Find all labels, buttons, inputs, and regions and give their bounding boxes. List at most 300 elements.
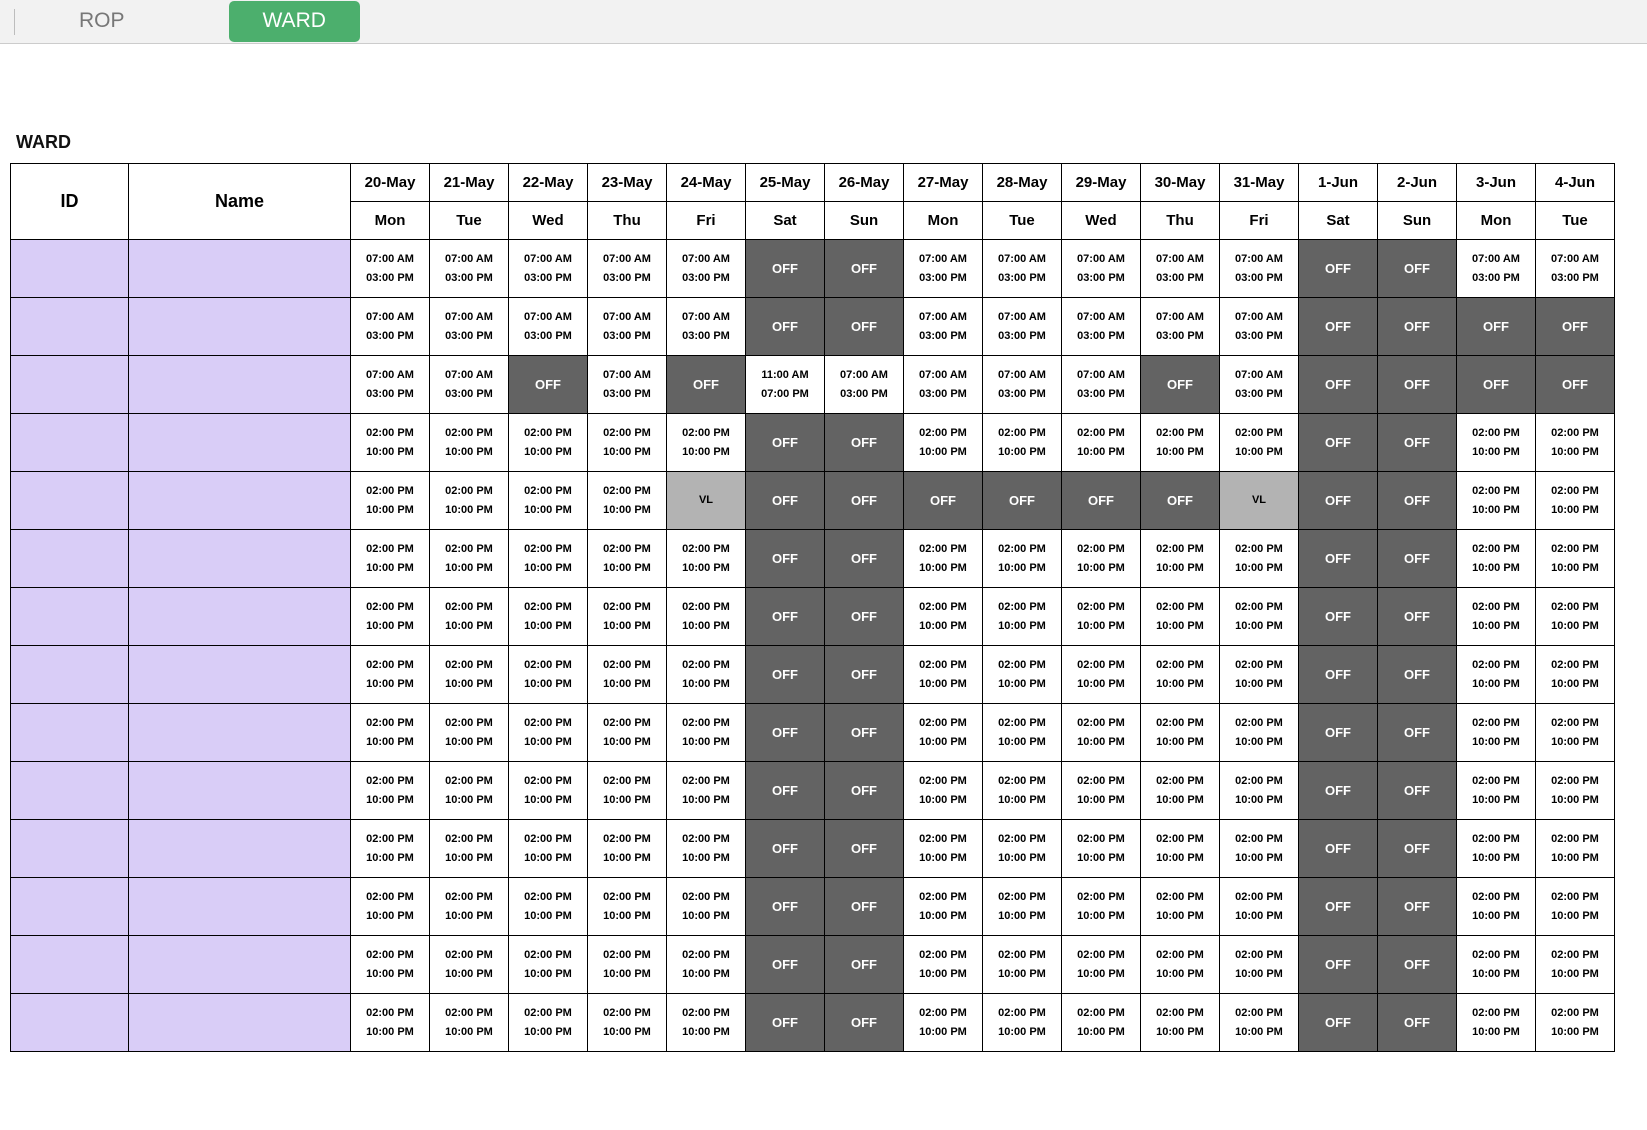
- cell-shift[interactable]: [1141, 588, 1220, 646]
- cell-shift[interactable]: [430, 994, 509, 1052]
- cell-id[interactable]: [11, 240, 129, 298]
- cell-shift[interactable]: [509, 472, 588, 530]
- cell-shift[interactable]: [1457, 646, 1536, 704]
- shift-start-time: 02:00 PM: [998, 891, 1046, 904]
- cell-shift[interactable]: [509, 646, 588, 704]
- cell-off[interactable]: OFF: [1062, 472, 1141, 530]
- shift-end-time: 10:00 PM: [1472, 851, 1520, 864]
- cell-off[interactable]: OFF: [1299, 762, 1378, 820]
- tab-ward[interactable]: WARD: [229, 1, 360, 41]
- cell-shift[interactable]: [983, 704, 1062, 762]
- cell-shift[interactable]: [588, 878, 667, 936]
- cell-off[interactable]: OFF: [1299, 646, 1378, 704]
- cell-id[interactable]: [11, 298, 129, 356]
- cell-off[interactable]: OFF: [825, 530, 904, 588]
- cell-off[interactable]: OFF: [1378, 472, 1457, 530]
- cell-off[interactable]: OFF: [1378, 820, 1457, 878]
- cell-shift[interactable]: [1536, 936, 1615, 994]
- cell-off[interactable]: OFF: [825, 414, 904, 472]
- cell-shift[interactable]: [588, 240, 667, 298]
- cell-shift[interactable]: [1536, 414, 1615, 472]
- cell-shift[interactable]: [1536, 994, 1615, 1052]
- cell-off[interactable]: OFF: [746, 646, 825, 704]
- cell-name[interactable]: [129, 530, 351, 588]
- cell-shift[interactable]: [667, 878, 746, 936]
- cell-shift[interactable]: [509, 298, 588, 356]
- cell-shift[interactable]: [1062, 298, 1141, 356]
- cell-shift[interactable]: [1062, 414, 1141, 472]
- shift-end-time: 03:00 PM: [919, 271, 967, 284]
- cell-shift[interactable]: [904, 762, 983, 820]
- shift-end-time: 10:00 PM: [366, 793, 414, 806]
- cell-off[interactable]: OFF: [825, 878, 904, 936]
- cell-shift[interactable]: [1141, 530, 1220, 588]
- cell-id[interactable]: [11, 994, 129, 1052]
- cell-shift[interactable]: [1220, 704, 1299, 762]
- cell-off[interactable]: OFF: [1378, 762, 1457, 820]
- shift-end-time: 10:00 PM: [366, 967, 414, 980]
- shift-end-time: 10:00 PM: [603, 619, 651, 632]
- cell-shift[interactable]: [1536, 820, 1615, 878]
- cell-shift[interactable]: [1536, 704, 1615, 762]
- cell-off[interactable]: OFF: [509, 356, 588, 414]
- shift-start-time: 02:00 PM: [1235, 427, 1283, 440]
- cell-shift[interactable]: [1141, 298, 1220, 356]
- cell-off[interactable]: OFF: [825, 472, 904, 530]
- cell-shift[interactable]: [351, 646, 430, 704]
- cell-off[interactable]: OFF: [746, 298, 825, 356]
- cell-off[interactable]: OFF: [1141, 472, 1220, 530]
- cell-shift[interactable]: [904, 936, 983, 994]
- cell-off[interactable]: OFF: [746, 472, 825, 530]
- cell-shift[interactable]: [351, 762, 430, 820]
- cell-shift[interactable]: [588, 298, 667, 356]
- cell-shift[interactable]: [1141, 878, 1220, 936]
- cell-off[interactable]: OFF: [746, 240, 825, 298]
- cell-shift[interactable]: [588, 936, 667, 994]
- cell-shift[interactable]: [430, 356, 509, 414]
- cell-off[interactable]: OFF: [1299, 240, 1378, 298]
- cell-shift[interactable]: [430, 820, 509, 878]
- shift-end-time: 03:00 PM: [603, 387, 651, 400]
- cell-off[interactable]: OFF: [1299, 936, 1378, 994]
- cell-name[interactable]: [129, 646, 351, 704]
- cell-shift[interactable]: [1457, 472, 1536, 530]
- cell-shift[interactable]: [1457, 530, 1536, 588]
- cell-off[interactable]: OFF: [1299, 530, 1378, 588]
- cell-off[interactable]: OFF: [983, 472, 1062, 530]
- cell-shift[interactable]: [983, 994, 1062, 1052]
- cell-shift[interactable]: [1457, 762, 1536, 820]
- cell-off[interactable]: OFF: [904, 472, 983, 530]
- shift-start-time: 02:00 PM: [682, 427, 730, 440]
- cell-shift[interactable]: [1141, 240, 1220, 298]
- cell-shift[interactable]: [1220, 240, 1299, 298]
- cell-shift[interactable]: [1220, 936, 1299, 994]
- cell-off[interactable]: OFF: [1378, 704, 1457, 762]
- column-header-weekday: Thu: [1141, 202, 1220, 240]
- shift-start-time: 02:00 PM: [603, 485, 651, 498]
- cell-off[interactable]: OFF: [1299, 878, 1378, 936]
- cell-shift[interactable]: [351, 588, 430, 646]
- shift-end-time: 10:00 PM: [524, 619, 572, 632]
- cell-shift[interactable]: [588, 414, 667, 472]
- cell-shift[interactable]: [983, 936, 1062, 994]
- cell-shift[interactable]: [1457, 936, 1536, 994]
- cell-off[interactable]: OFF: [746, 820, 825, 878]
- cell-shift[interactable]: [667, 588, 746, 646]
- cell-vacation-leave[interactable]: VL: [667, 472, 746, 530]
- cell-shift[interactable]: [509, 588, 588, 646]
- cell-shift[interactable]: [1220, 530, 1299, 588]
- cell-shift[interactable]: [351, 878, 430, 936]
- cell-shift[interactable]: [667, 298, 746, 356]
- shift-end-time: 10:00 PM: [1551, 619, 1599, 632]
- cell-shift[interactable]: [983, 820, 1062, 878]
- cell-shift[interactable]: [588, 704, 667, 762]
- cell-off[interactable]: OFF: [746, 530, 825, 588]
- cell-shift[interactable]: [1141, 994, 1220, 1052]
- cell-shift[interactable]: [667, 994, 746, 1052]
- cell-shift[interactable]: [351, 820, 430, 878]
- table-row: [11, 646, 1615, 704]
- cell-shift[interactable]: [430, 530, 509, 588]
- cell-shift[interactable]: [667, 240, 746, 298]
- cell-off[interactable]: OFF: [1299, 704, 1378, 762]
- cell-name[interactable]: [129, 820, 351, 878]
- shift-end-time: 10:00 PM: [1156, 677, 1204, 690]
- shift-start-time: 02:00 PM: [1077, 1007, 1125, 1020]
- cell-shift[interactable]: [1062, 994, 1141, 1052]
- cell-shift[interactable]: [351, 530, 430, 588]
- cell-shift[interactable]: [667, 820, 746, 878]
- cell-shift[interactable]: [509, 530, 588, 588]
- cell-off[interactable]: OFF: [746, 936, 825, 994]
- cell-shift[interactable]: [1220, 646, 1299, 704]
- cell-shift[interactable]: [1062, 878, 1141, 936]
- cell-off[interactable]: OFF: [1378, 588, 1457, 646]
- column-header-date: 2-Jun: [1378, 164, 1457, 202]
- cell-name[interactable]: [129, 240, 351, 298]
- cell-off[interactable]: OFF: [1378, 414, 1457, 472]
- shift-end-time: 10:00 PM: [1156, 967, 1204, 980]
- cell-shift[interactable]: [904, 530, 983, 588]
- cell-shift[interactable]: [1457, 414, 1536, 472]
- cell-off[interactable]: OFF: [1378, 356, 1457, 414]
- cell-shift[interactable]: [1141, 414, 1220, 472]
- shift-start-time: 02:00 PM: [1156, 659, 1204, 672]
- cell-off[interactable]: OFF: [746, 414, 825, 472]
- cell-off[interactable]: OFF: [825, 994, 904, 1052]
- cell-shift[interactable]: [351, 356, 430, 414]
- cell-shift[interactable]: [1062, 936, 1141, 994]
- cell-off[interactable]: OFF: [1378, 646, 1457, 704]
- cell-shift[interactable]: [1062, 240, 1141, 298]
- shift-start-time: 02:00 PM: [919, 543, 967, 556]
- cell-shift[interactable]: [1457, 878, 1536, 936]
- cell-shift[interactable]: [1062, 762, 1141, 820]
- cell-off[interactable]: OFF: [1299, 472, 1378, 530]
- shift-end-time: 10:00 PM: [1551, 851, 1599, 864]
- cell-off[interactable]: OFF: [825, 936, 904, 994]
- cell-id[interactable]: [11, 820, 129, 878]
- shift-start-time: 02:00 PM: [445, 1007, 493, 1020]
- cell-shift[interactable]: [904, 588, 983, 646]
- cell-shift[interactable]: [983, 298, 1062, 356]
- cell-off[interactable]: OFF: [746, 878, 825, 936]
- cell-id[interactable]: [11, 646, 129, 704]
- cell-shift[interactable]: [904, 820, 983, 878]
- cell-shift[interactable]: [904, 356, 983, 414]
- cell-off[interactable]: OFF: [1378, 936, 1457, 994]
- cell-off[interactable]: OFF: [746, 704, 825, 762]
- cell-off[interactable]: OFF: [1378, 878, 1457, 936]
- cell-shift[interactable]: [1536, 588, 1615, 646]
- cell-off[interactable]: OFF: [825, 820, 904, 878]
- tab-rop[interactable]: ROP: [79, 9, 125, 33]
- cell-shift[interactable]: [351, 472, 430, 530]
- shift-start-time: 02:00 PM: [445, 485, 493, 498]
- cell-shift[interactable]: [983, 414, 1062, 472]
- shift-start-time: 07:00 AM: [682, 311, 730, 324]
- cell-shift[interactable]: [509, 994, 588, 1052]
- cell-off[interactable]: OFF: [825, 646, 904, 704]
- shift-end-time: 10:00 PM: [524, 793, 572, 806]
- schedule-table-body: [11, 240, 1615, 1052]
- cell-id[interactable]: [11, 704, 129, 762]
- shift-start-time: 02:00 PM: [1551, 1007, 1599, 1020]
- cell-shift[interactable]: [1062, 820, 1141, 878]
- cell-shift[interactable]: [983, 646, 1062, 704]
- cell-shift[interactable]: [1536, 472, 1615, 530]
- shift-end-time: 10:00 PM: [1472, 561, 1520, 574]
- shift-start-time: 02:00 PM: [366, 1007, 414, 1020]
- shift-start-time: 02:00 PM: [524, 485, 572, 498]
- cell-id[interactable]: [11, 414, 129, 472]
- cell-off[interactable]: OFF: [1299, 588, 1378, 646]
- shift-end-time: 10:00 PM: [1235, 561, 1283, 574]
- cell-shift[interactable]: [1220, 298, 1299, 356]
- cell-shift[interactable]: [509, 878, 588, 936]
- shift-start-time: 02:00 PM: [998, 659, 1046, 672]
- cell-off[interactable]: OFF: [1457, 298, 1536, 356]
- cell-shift[interactable]: [825, 356, 904, 414]
- shift-start-time: 02:00 PM: [524, 543, 572, 556]
- cell-id[interactable]: [11, 530, 129, 588]
- cell-shift[interactable]: [430, 472, 509, 530]
- cell-shift[interactable]: [509, 762, 588, 820]
- cell-shift[interactable]: [983, 356, 1062, 414]
- cell-shift[interactable]: [588, 356, 667, 414]
- cell-name[interactable]: [129, 762, 351, 820]
- cell-off[interactable]: OFF: [825, 240, 904, 298]
- cell-off[interactable]: OFF: [1141, 356, 1220, 414]
- cell-shift[interactable]: [904, 878, 983, 936]
- cell-shift[interactable]: [1457, 704, 1536, 762]
- cell-shift[interactable]: [509, 704, 588, 762]
- cell-shift[interactable]: [1536, 530, 1615, 588]
- cell-id[interactable]: [11, 472, 129, 530]
- cell-shift[interactable]: [509, 820, 588, 878]
- cell-shift[interactable]: [509, 414, 588, 472]
- cell-shift[interactable]: [667, 646, 746, 704]
- cell-shift[interactable]: [430, 588, 509, 646]
- cell-shift[interactable]: [1141, 820, 1220, 878]
- shift-start-time: 02:00 PM: [1235, 659, 1283, 672]
- cell-shift[interactable]: [983, 240, 1062, 298]
- cell-id[interactable]: [11, 878, 129, 936]
- cell-shift[interactable]: [588, 646, 667, 704]
- shift-end-time: 03:00 PM: [1077, 387, 1125, 400]
- cell-off[interactable]: OFF: [1299, 414, 1378, 472]
- cell-name[interactable]: [129, 472, 351, 530]
- shift-end-time: 10:00 PM: [603, 851, 651, 864]
- cell-off[interactable]: OFF: [825, 298, 904, 356]
- cell-shift[interactable]: [1536, 646, 1615, 704]
- cell-shift[interactable]: [1536, 240, 1615, 298]
- cell-shift[interactable]: [1536, 762, 1615, 820]
- cell-shift[interactable]: [1062, 588, 1141, 646]
- cell-shift[interactable]: [1220, 762, 1299, 820]
- cell-shift[interactable]: [1220, 356, 1299, 414]
- cell-shift[interactable]: [1062, 356, 1141, 414]
- cell-shift[interactable]: [904, 298, 983, 356]
- cell-off[interactable]: OFF: [1299, 994, 1378, 1052]
- cell-shift[interactable]: [509, 936, 588, 994]
- cell-shift[interactable]: [430, 240, 509, 298]
- shift-end-time: 10:00 PM: [998, 1025, 1046, 1038]
- shift-start-time: 02:00 PM: [1235, 891, 1283, 904]
- cell-shift[interactable]: [1220, 588, 1299, 646]
- cell-shift[interactable]: [904, 414, 983, 472]
- cell-shift[interactable]: [904, 240, 983, 298]
- cell-shift[interactable]: [430, 762, 509, 820]
- cell-shift[interactable]: [1141, 646, 1220, 704]
- cell-shift[interactable]: [1062, 530, 1141, 588]
- cell-shift[interactable]: [588, 820, 667, 878]
- cell-off[interactable]: OFF: [1536, 298, 1615, 356]
- cell-shift[interactable]: [904, 646, 983, 704]
- cell-shift[interactable]: [904, 994, 983, 1052]
- cell-shift[interactable]: [588, 588, 667, 646]
- cell-shift[interactable]: [1457, 820, 1536, 878]
- cell-name[interactable]: [129, 704, 351, 762]
- cell-shift[interactable]: [1457, 994, 1536, 1052]
- cell-shift[interactable]: [1536, 878, 1615, 936]
- cell-off[interactable]: OFF: [1457, 356, 1536, 414]
- cell-name[interactable]: [129, 994, 351, 1052]
- cell-shift[interactable]: [667, 762, 746, 820]
- shift-start-time: 02:00 PM: [1551, 717, 1599, 730]
- cell-shift[interactable]: [1220, 820, 1299, 878]
- cell-shift[interactable]: [430, 414, 509, 472]
- cell-shift[interactable]: [1220, 994, 1299, 1052]
- cell-off[interactable]: OFF: [746, 994, 825, 1052]
- cell-off[interactable]: OFF: [1299, 820, 1378, 878]
- cell-shift[interactable]: [1141, 936, 1220, 994]
- cell-shift[interactable]: [1220, 414, 1299, 472]
- cell-name[interactable]: [129, 878, 351, 936]
- cell-off[interactable]: OFF: [667, 356, 746, 414]
- cell-off[interactable]: OFF: [746, 588, 825, 646]
- cell-shift[interactable]: [904, 704, 983, 762]
- cell-shift[interactable]: [1062, 646, 1141, 704]
- cell-shift[interactable]: [667, 530, 746, 588]
- cell-shift[interactable]: [667, 704, 746, 762]
- cell-shift[interactable]: [667, 936, 746, 994]
- cell-shift[interactable]: [746, 356, 825, 414]
- cell-id[interactable]: [11, 588, 129, 646]
- cell-vacation-leave[interactable]: VL: [1220, 472, 1299, 530]
- cell-name[interactable]: [129, 588, 351, 646]
- cell-id[interactable]: [11, 936, 129, 994]
- cell-id[interactable]: [11, 762, 129, 820]
- cell-name[interactable]: [129, 356, 351, 414]
- cell-shift[interactable]: [1220, 878, 1299, 936]
- cell-shift[interactable]: [351, 298, 430, 356]
- cell-name[interactable]: [129, 298, 351, 356]
- cell-shift[interactable]: [983, 588, 1062, 646]
- shift-end-time: 10:00 PM: [682, 967, 730, 980]
- cell-shift[interactable]: [430, 936, 509, 994]
- shift-start-time: 02:00 PM: [366, 717, 414, 730]
- cell-off[interactable]: OFF: [1378, 298, 1457, 356]
- cell-shift[interactable]: [1062, 704, 1141, 762]
- cell-off[interactable]: OFF: [1299, 356, 1378, 414]
- cell-shift[interactable]: [1141, 704, 1220, 762]
- cell-off[interactable]: OFF: [1536, 356, 1615, 414]
- cell-shift[interactable]: [430, 878, 509, 936]
- cell-off[interactable]: OFF: [746, 762, 825, 820]
- cell-off[interactable]: OFF: [1378, 530, 1457, 588]
- cell-shift[interactable]: [588, 762, 667, 820]
- cell-shift[interactable]: [351, 240, 430, 298]
- cell-off[interactable]: OFF: [1378, 240, 1457, 298]
- cell-shift[interactable]: [351, 414, 430, 472]
- cell-off[interactable]: OFF: [825, 762, 904, 820]
- cell-shift[interactable]: [1457, 240, 1536, 298]
- shift-end-time: 10:00 PM: [1156, 793, 1204, 806]
- cell-name[interactable]: [129, 936, 351, 994]
- cell-shift[interactable]: [430, 298, 509, 356]
- shift-end-time: 10:00 PM: [445, 793, 493, 806]
- cell-off[interactable]: OFF: [825, 704, 904, 762]
- cell-shift[interactable]: [1457, 588, 1536, 646]
- cell-shift[interactable]: [588, 472, 667, 530]
- cell-off[interactable]: OFF: [825, 588, 904, 646]
- cell-shift[interactable]: [430, 646, 509, 704]
- cell-off[interactable]: OFF: [1299, 298, 1378, 356]
- cell-shift[interactable]: [351, 994, 430, 1052]
- shift-start-time: 02:00 PM: [1472, 949, 1520, 962]
- cell-shift[interactable]: [588, 530, 667, 588]
- cell-off[interactable]: OFF: [1378, 994, 1457, 1052]
- cell-shift[interactable]: [983, 762, 1062, 820]
- cell-shift[interactable]: [983, 878, 1062, 936]
- cell-shift[interactable]: [667, 414, 746, 472]
- cell-shift[interactable]: [351, 936, 430, 994]
- cell-name[interactable]: [129, 414, 351, 472]
- cell-shift[interactable]: [983, 530, 1062, 588]
- cell-shift[interactable]: [509, 240, 588, 298]
- shift-start-time: 07:00 AM: [1235, 369, 1283, 382]
- cell-shift[interactable]: [430, 704, 509, 762]
- cell-shift[interactable]: [351, 704, 430, 762]
- cell-shift[interactable]: [588, 994, 667, 1052]
- cell-shift[interactable]: [1141, 762, 1220, 820]
- shift-end-time: 10:00 PM: [919, 1025, 967, 1038]
- cell-id[interactable]: [11, 356, 129, 414]
